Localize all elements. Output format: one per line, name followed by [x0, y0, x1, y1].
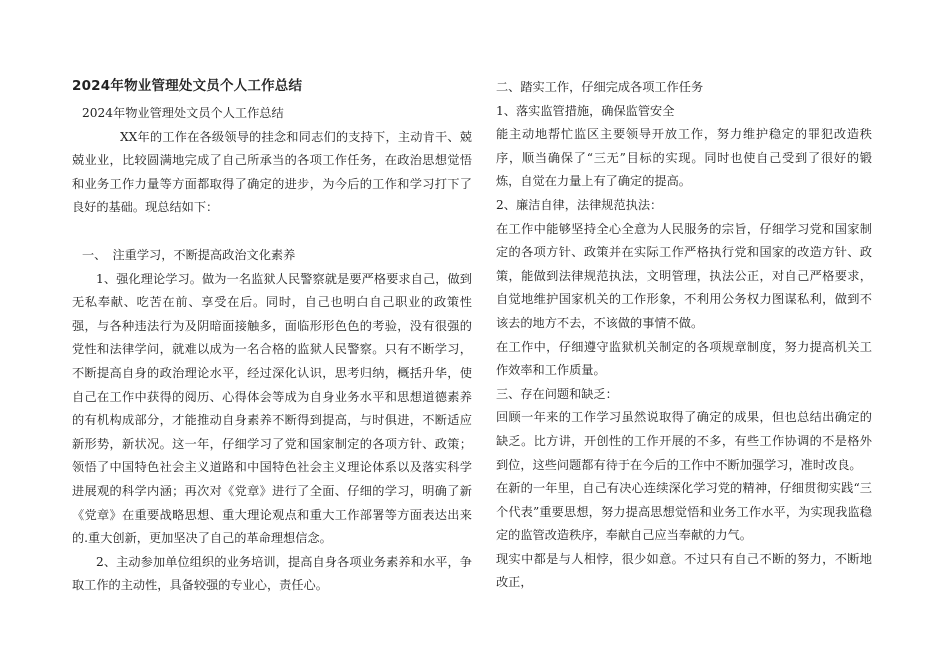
- section3-heading: 三、存在问题和缺乏：: [496, 386, 618, 401]
- section3-text: 回顾一年来的工作学习虽然说取得了确定的成果，但也总结出确定的缺乏。比方讲，开创性的工作开展的不多，有些工作协调的不是格外到位，这些问题都有待于在今后的工作中不断加强学习，准时改良。: [496, 410, 872, 472]
- document-title: 2024年物业管理处文员个人工作总结: [72, 78, 303, 94]
- intro-paragraph: XX年的工作在各级领导的挂念和同志们的支持下，主动肯干、兢兢业业，比较圆满地完成了自己所承当的各项工作任务，在政治思想觉悟和业务工作力量等方面都取得了确定的进步，为今后的工作和学习打下了良好的基础。现总结如下：: [72, 129, 472, 215]
- item2-heading: 2、廉洁自律，法律规范执法：: [496, 197, 663, 212]
- section3-text3: 现实中都是与人相悖，很少如意。不过只有自己不断的努力，不断地改正，: [496, 551, 872, 590]
- item1-text: 能主动地帮忙监区主要领导开放工作，努力维护稳定的罪犯改造秩序，顺当确保了“三无”目标的实现。同时也使自己受到了很好的锻炼，自觉在力量上有了确定的提高。: [496, 127, 872, 189]
- item2-text2: 在工作中，仔细遵守监狱机关制定的各项规章制度，努力提高机关工作效率和工作质量。: [496, 339, 872, 378]
- section1-paragraph1: 1、强化理论学习。做为一名监狱人民警察就是要严格要求自己，做到无私奉献、吃苦在前、享受在后。同时，自己也明白自己职业的政策性强，与各种违法行为及阴暗面接触多，面临形形色色的考验，没有很强的党性和法律学问，就难以成为一名合格的监狱人民警察。只有不断学习，不断提高自身的政治理论水平，经过深化认识，思考归纳，概括升华，使自己在工作中获得的阅历、心得体会等成为自身业务水平和思想道德素养的有机构成部分，才能推动自身素养不断得到提高，与时俱进，不断适应新形势，新状况。这一年，仔细学习了党和国家制定的各项方针、政策；领悟了中国特色社会主义道路和中国特色社会主义理论体系以及落实科学进展观的科学内涵；再次对《党章》进行了全面、仔细的学习，明确了新《党章》在重要战略思想、重大理论观点和重大工作部署等方面表达出来的.重大创新，更加坚决了自己的革命理想信念。: [72, 271, 472, 546]
- section1-paragraph2: 2、主动参加单位组织的业务培训，提高自身各项业务素养和水平，争取工作的主动性，具备较强的专业心，责任心。: [72, 554, 472, 593]
- item1-heading: 1、落实监管措施，确保监管安全: [496, 103, 675, 118]
- section2-heading: 二、踏实工作，仔细完成各项工作任务: [496, 80, 704, 94]
- left-column: [72, 76, 472, 598]
- section3-text2: 在新的一年里，自己有决心连续深化学习党的精神，仔细贯彻实践“三个代表”重要思想，努力提高思想觉悟和业务工作水平，为实现我监稳定的监管改造秩序，奉献自己应当奉献的力气。: [496, 481, 872, 543]
- right-column: [496, 76, 872, 595]
- document-subtitle: 2024年物业管理处文员个人工作总结: [82, 106, 284, 120]
- item2-text: 在工作中能够坚持全心全意为人民服务的宗旨，仔细学习党和国家制定的各项方针、政策并在实际工作严格执行党和国家的改造方针、政策，能做到法律规范执法，文明管理，执法公正，对自己严格要求，自觉地维护国家机关的工作形象，不利用公务权力图谋私利，做到不该去的地方不去，不该做的事情不做。: [496, 221, 872, 330]
- section1-heading: 一、 注重学习，不断提高政治文化素养: [82, 247, 296, 262]
